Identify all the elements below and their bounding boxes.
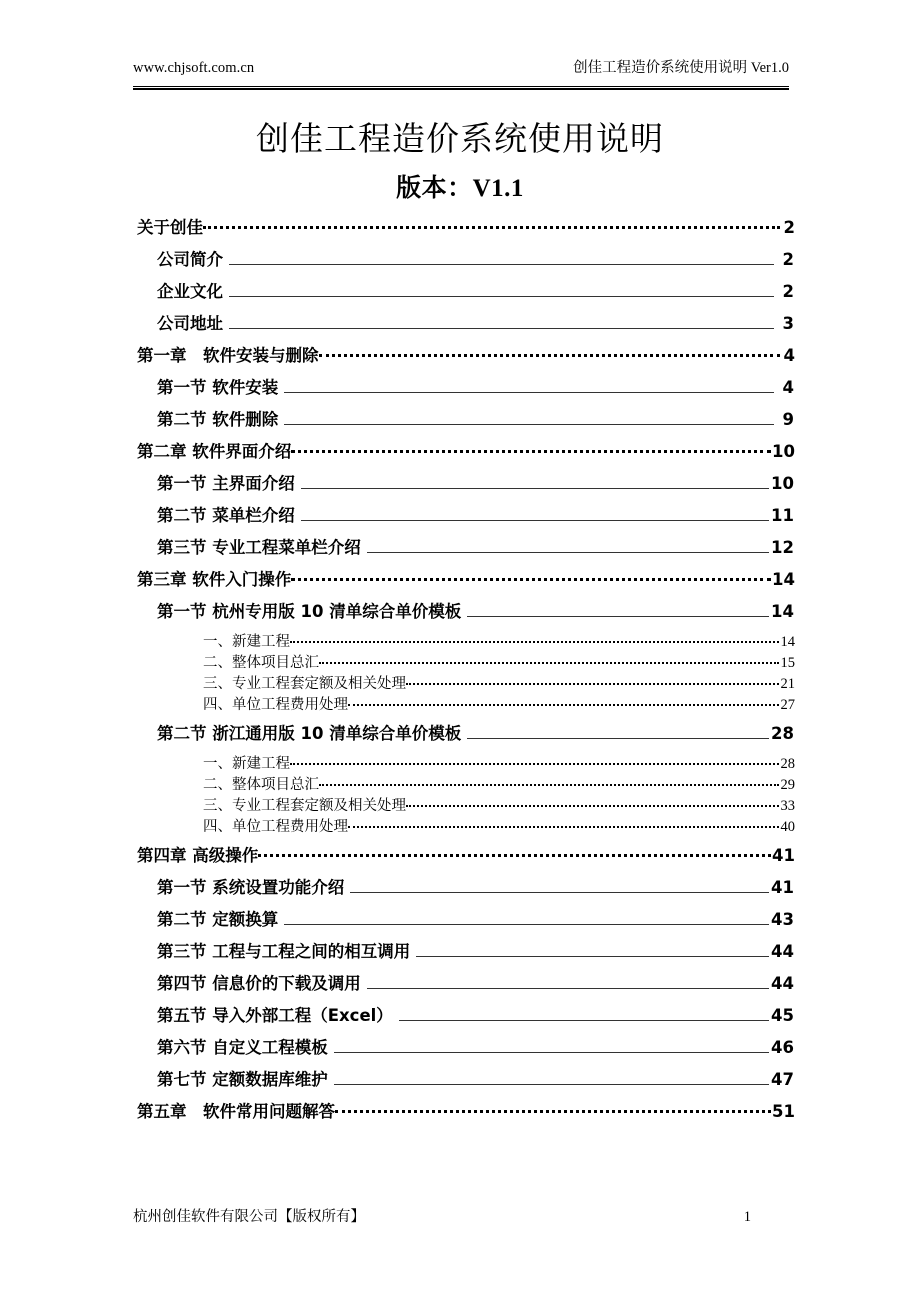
toc-entry-page: 14 [771, 602, 794, 621]
toc-entry[interactable] [133, 534, 795, 566]
toc-leader [406, 796, 779, 811]
toc-entry-label: 第一节 杭州专用版 10 清单综合单价模板 [157, 602, 462, 621]
toc-entry-label: 第四节 信息价的下载及调用 [157, 974, 361, 993]
toc-entry-page: 9 [782, 410, 794, 429]
toc-entry-page: 40 [780, 819, 795, 835]
header-divider [133, 86, 789, 90]
toc-leader [290, 754, 779, 769]
toc-entry[interactable] [133, 752, 795, 773]
toc-entry-page: 10 [771, 474, 794, 493]
toc-entry-page: 3 [782, 314, 794, 333]
toc-entry[interactable] [133, 438, 795, 470]
toc-entry-page: 2 [783, 218, 795, 237]
toc-leader [223, 313, 776, 330]
toc-entry-label: 第二节 软件删除 [157, 410, 279, 429]
toc-entry-page: 29 [780, 777, 795, 793]
toc-entry-label: 公司简介 [157, 250, 223, 269]
toc-leader [361, 537, 771, 554]
toc-entry-label: 一、新建工程 [203, 634, 290, 650]
toc-leader [223, 281, 776, 298]
toc-entry-label: 第一节 主界面介绍 [157, 474, 295, 493]
toc-entry-label: 第七节 定额数据库维护 [157, 1070, 328, 1089]
toc-entry[interactable] [133, 874, 795, 906]
toc-leader [223, 249, 776, 266]
toc-entry-label: 第三节 工程与工程之间的相互调用 [157, 942, 411, 961]
toc-entry[interactable] [133, 214, 795, 246]
page-footer [133, 1205, 753, 1226]
toc-leader [328, 1037, 771, 1054]
toc-leader [335, 1101, 771, 1118]
toc-entry-page: 15 [780, 655, 795, 671]
toc-leader [348, 817, 779, 832]
toc-entry-page: 2 [782, 250, 794, 269]
toc-entry-label: 四、单位工程费用处理 [203, 819, 348, 835]
toc-leader [406, 674, 779, 689]
page-title: 创佳工程造价系统使用说明 [256, 119, 664, 158]
toc-entry-label: 第六节 自定义工程模板 [157, 1038, 328, 1057]
toc-entry-page: 4 [783, 346, 795, 365]
toc-leader [278, 909, 771, 926]
toc-entry[interactable] [133, 906, 795, 938]
toc-entry-page: 21 [780, 676, 795, 692]
toc-entry-label: 第四章 高级操作 [137, 846, 259, 865]
toc-leader [278, 409, 776, 426]
toc-leader [319, 653, 779, 668]
header-document-title: 创佳工程造价系统使用说明 Ver1.0 [573, 60, 789, 76]
toc-leader [361, 973, 771, 990]
toc-entry-label: 第五章 软件常用问题解答 [137, 1102, 335, 1121]
page-header [133, 60, 789, 77]
toc-entry-page: 45 [771, 1006, 794, 1025]
toc-leader [319, 345, 781, 362]
toc-entry[interactable] [133, 1066, 795, 1098]
toc-entry-page: 33 [780, 798, 795, 814]
toc-entry[interactable] [133, 842, 795, 874]
toc-leader [291, 441, 771, 458]
toc-leader [410, 941, 771, 958]
toc-entry[interactable] [133, 651, 795, 672]
toc-entry-page: 28 [780, 756, 795, 772]
toc-entry[interactable] [133, 794, 795, 815]
toc-leader [328, 1069, 771, 1086]
toc-leader [319, 775, 779, 790]
toc-entry-label: 三、专业工程套定额及相关处理 [203, 676, 406, 692]
toc-entry[interactable] [133, 1002, 795, 1034]
footer-company: 杭州创佳软件有限公司【版权所有】 [133, 1209, 365, 1225]
toc-leader [295, 505, 771, 522]
toc-entry-page: 2 [782, 282, 794, 301]
table-of-contents [133, 214, 795, 1130]
page-subtitle: 版本：V1.1 [396, 175, 524, 202]
toc-entry[interactable] [133, 374, 795, 406]
toc-leader [290, 632, 779, 647]
toc-entry-label: 第一节 软件安装 [157, 378, 279, 397]
toc-entry-label: 第二章 软件界面介绍 [137, 442, 292, 461]
toc-entry-page: 14 [772, 570, 795, 589]
toc-entry[interactable] [133, 406, 795, 438]
toc-entry-page: 47 [771, 1070, 794, 1089]
toc-entry-page: 43 [771, 910, 794, 929]
toc-entry[interactable] [133, 566, 795, 598]
toc-entry-label: 第二节 菜单栏介绍 [157, 506, 295, 525]
toc-entry-page: 46 [771, 1038, 794, 1057]
toc-entry-label: 第一章 软件安装与删除 [137, 346, 319, 365]
toc-entry[interactable] [133, 773, 795, 794]
toc-entry-label: 二、整体项目总汇 [203, 655, 319, 671]
toc-leader [291, 569, 771, 586]
toc-entry[interactable] [133, 630, 795, 651]
toc-entry-page: 10 [772, 442, 795, 461]
toc-entry[interactable] [133, 720, 795, 752]
toc-entry[interactable] [133, 310, 795, 342]
toc-entry-label: 第一节 系统设置功能介绍 [157, 878, 345, 897]
toc-entry-page: 51 [772, 1102, 795, 1121]
toc-leader [461, 723, 771, 740]
toc-entry-label: 第三节 专业工程菜单栏介绍 [157, 538, 361, 557]
header-website: www.chjsoft.com.cn [133, 60, 255, 76]
toc-entry[interactable] [133, 1034, 795, 1066]
footer-page-number: 1 [743, 1209, 751, 1225]
toc-leader [348, 695, 779, 710]
toc-entry-page: 44 [771, 942, 794, 961]
toc-entry-page: 27 [780, 697, 795, 713]
toc-entry-label: 三、专业工程套定额及相关处理 [203, 798, 406, 814]
toc-entry[interactable] [133, 278, 795, 310]
toc-leader [344, 877, 771, 894]
toc-entry-label: 一、新建工程 [203, 756, 290, 772]
toc-entry-label: 第二节 定额换算 [157, 910, 279, 929]
toc-entry-label: 第三章 软件入门操作 [137, 570, 292, 589]
toc-entry-label: 第五节 导入外部工程（Excel） [157, 1006, 393, 1025]
toc-entry[interactable] [133, 970, 795, 1002]
toc-entry-label: 关于创佳 [137, 218, 203, 237]
toc-entry-label: 公司地址 [157, 314, 223, 333]
toc-entry-page: 28 [771, 724, 794, 743]
toc-entry-page: 4 [782, 378, 794, 397]
toc-leader [203, 217, 780, 234]
toc-entry-page: 11 [771, 506, 794, 525]
toc-entry[interactable] [133, 598, 795, 630]
toc-entry-page: 41 [772, 846, 795, 865]
toc-entry[interactable] [133, 1098, 795, 1130]
toc-entry-label: 企业文化 [157, 282, 223, 301]
toc-leader [393, 1005, 771, 1022]
toc-entry-page: 12 [771, 538, 794, 557]
toc-entry[interactable] [133, 815, 795, 836]
toc-entry[interactable] [133, 342, 795, 374]
toc-entry-label: 二、整体项目总汇 [203, 777, 319, 793]
toc-entry[interactable] [133, 470, 795, 502]
toc-entry[interactable] [133, 502, 795, 534]
toc-entry-page: 44 [771, 974, 794, 993]
toc-leader [258, 845, 771, 862]
toc-entry[interactable] [133, 693, 795, 714]
toc-leader [461, 601, 771, 618]
toc-entry-page: 14 [780, 634, 795, 650]
toc-leader [278, 377, 776, 394]
toc-leader [295, 473, 771, 490]
toc-entry-label: 四、单位工程费用处理 [203, 697, 348, 713]
toc-entry[interactable] [133, 246, 795, 278]
toc-entry-page: 41 [771, 878, 794, 897]
toc-entry[interactable] [133, 938, 795, 970]
toc-entry-label: 第二节 浙江通用版 10 清单综合单价模板 [157, 724, 462, 743]
toc-entry[interactable] [133, 672, 795, 693]
